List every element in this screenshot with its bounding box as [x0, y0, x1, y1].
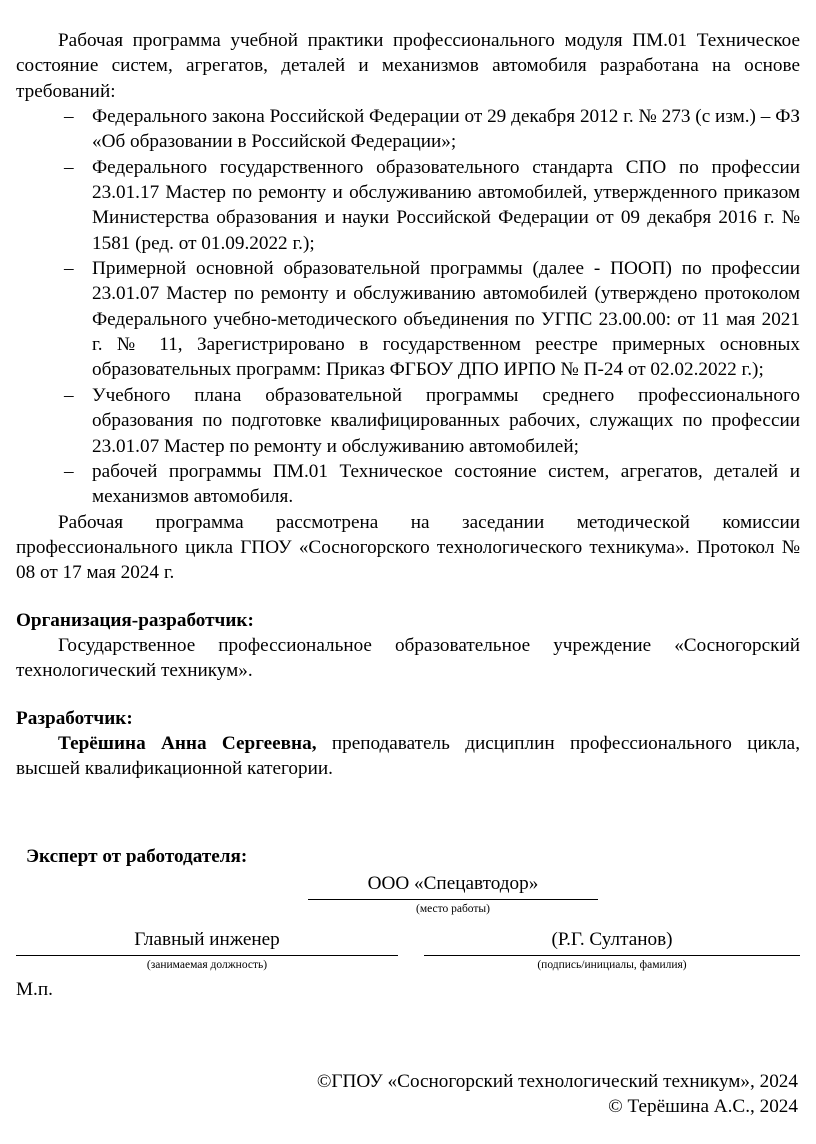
list-item-text: Учебного плана образовательной программы среднего профессионального образования по подготовке квалифицированных рабочих, служащих по профессии 23.01.07 Мастер по ремонту и обслуживанию автомобилей; — [92, 384, 800, 457]
bullet-dash: – — [64, 258, 74, 280]
requirements-list — [16, 104, 800, 510]
developer-text: преподаватель дисциплин профессионального цикла, высшей квалификационной категории. — [16, 732, 800, 780]
expert-signature-field — [424, 928, 800, 973]
list-item — [16, 459, 800, 510]
expert-workplace-value: ООО «Спецавтодор» — [367, 872, 539, 894]
list-item — [16, 104, 800, 155]
organization-heading: Организация-разработчик: — [16, 609, 254, 631]
expert-position-value: Главный инженер — [134, 928, 280, 950]
developer-heading: Разработчик: — [16, 707, 133, 729]
developer-paragraph — [16, 731, 800, 782]
expert-workplace-row — [16, 872, 800, 917]
copyright-line-1: ©ГПОУ «Сосногорский технологический техникум», 2024 — [316, 1070, 798, 1092]
expert-signature-value: (Р.Г. Султанов) — [551, 928, 673, 950]
expert-signature-caption: (подпись/инициалы, фамилия) — [537, 958, 687, 971]
bullet-dash: – — [64, 156, 74, 178]
list-item — [16, 383, 800, 459]
review-paragraph: Рабочая программа рассмотрена на заседании методической комиссии профессионального цикла ГПОУ «Сосногорского технологического техникума». Протокол № 08 от 17 мая 2024 г. — [16, 511, 800, 584]
list-item — [16, 256, 800, 383]
expert-workplace-field — [308, 872, 598, 917]
intro-paragraph: Рабочая программа учебной практики профессионального модуля ПМ.01 Техническое состояние систем, агрегатов, деталей и механизмов автомобиля разработана на основе требований: — [16, 30, 800, 102]
signature-spacer — [398, 928, 424, 973]
organization-text: Государственное профессиональное образовательное учреждение «Сосногорский технологический техникум». — [16, 634, 800, 682]
copyright-line-2: © Терёшина А.С., 2024 — [608, 1095, 798, 1117]
expert-position-caption: (занимаемая должность) — [146, 958, 268, 971]
stamp-note: М.п. — [16, 978, 53, 1000]
signature-spacer — [16, 872, 308, 917]
expert-position-field — [16, 928, 398, 973]
developer-name: Терёшина Анна Сергеевна, — [58, 732, 317, 754]
bullet-dash: – — [64, 460, 74, 482]
list-item-text: рабочей программы ПМ.01 Техническое состояние систем, агрегатов, деталей и механизмов автомобиля. — [92, 460, 800, 508]
expert-workplace-caption: (место работы) — [416, 902, 490, 915]
list-item-text: Федерального закона Российской Федерации от 29 декабря 2012 г. № 273 (с изм.) – ФЗ «Об образовании в Российской Федерации»; — [92, 106, 800, 153]
list-item — [16, 155, 800, 256]
bullet-dash: – — [64, 106, 74, 128]
expert-position-signature-row — [16, 928, 800, 973]
list-item-text: Примерной основной образовательной программы (далее - ПООП) по профессии 23.01.07 Мастер по ремонту и обслуживанию автомобилей (утверждено протоколом Федерального учебно-методического объединения по УГПС 23.00.00: от 11 мая 2021 г. № 11, Зарегистрировано в государственном реестре примерных основных образовательных программ: Приказ ФГБОУ ДПО ИРПО № П-24 от 02.02.2022 г.); — [92, 258, 800, 381]
signature-spacer — [598, 872, 800, 917]
list-item-text: Федерального государственного образовательного стандарта СПО по профессии 23.01.17 Мастер по ремонту и обслуживанию автомобилей, утвержденного приказом Министерства образования и науки Российской Федерации от 09 декабря 2016 г. № 1581 (ред. от 01.09.2022 г.); — [92, 156, 800, 254]
bullet-dash: – — [64, 384, 74, 406]
expert-heading: Эксперт от работодателя: — [26, 845, 248, 867]
